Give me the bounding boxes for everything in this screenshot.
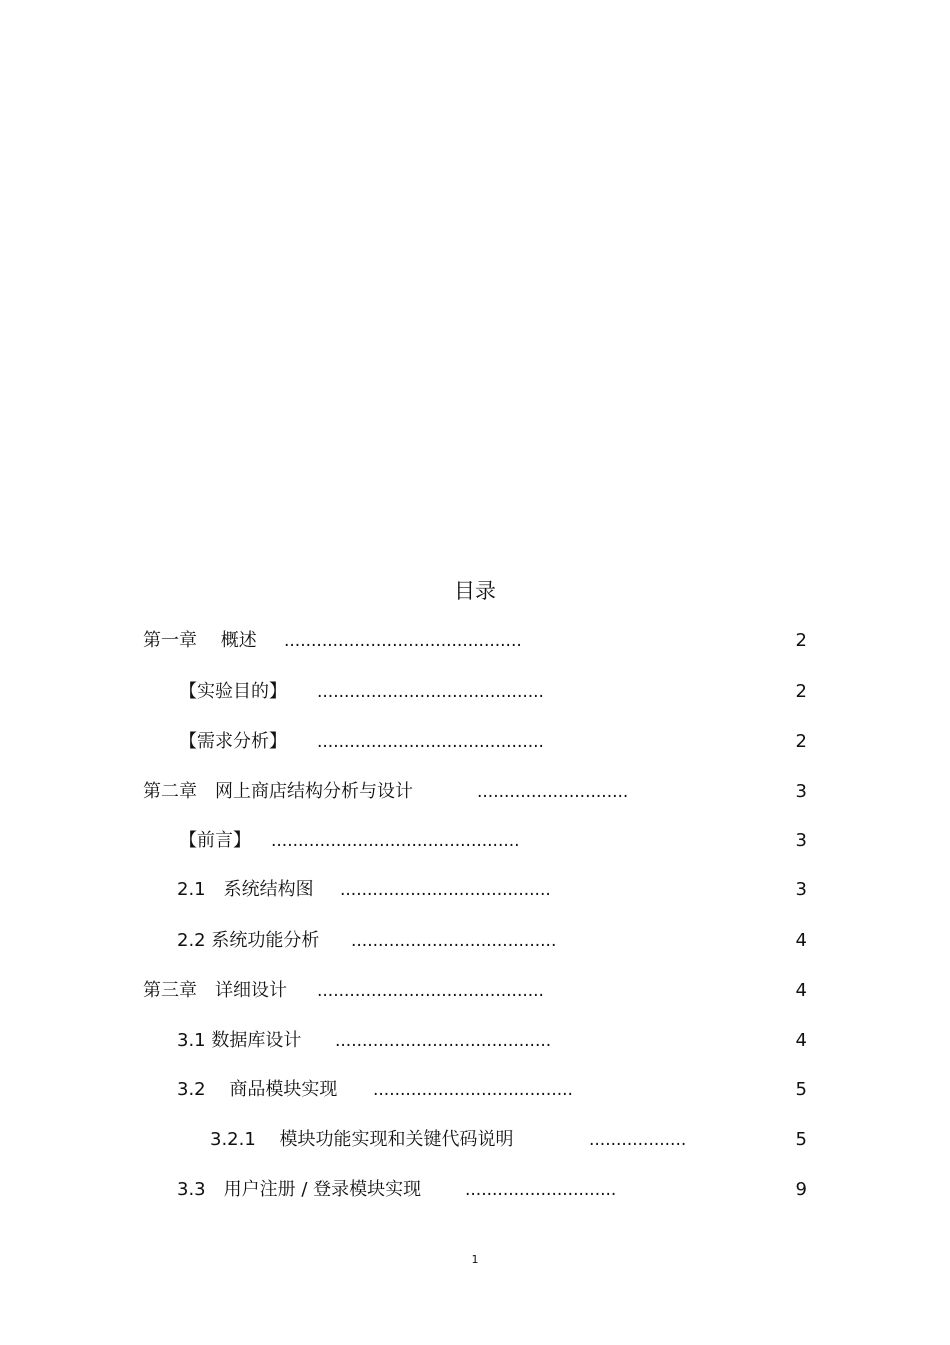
toc-leader-dots: ........................................	[335, 1031, 552, 1051]
toc-entry[interactable]	[0, 677, 950, 707]
toc-entry-label: 第二章 网上商店结构分析与设计	[143, 781, 413, 802]
toc-entry[interactable]	[0, 875, 950, 905]
toc-entry-page: 3	[795, 781, 807, 802]
toc-entry-label: 【实验目的】	[179, 681, 287, 702]
toc-entry-label: 第一章 概述	[143, 630, 257, 651]
toc-entry[interactable]	[0, 826, 950, 856]
toc-entry[interactable]	[0, 1075, 950, 1105]
toc-entry-page: 5	[795, 1129, 807, 1150]
toc-leader-dots: ............................	[477, 782, 629, 802]
toc-entry-label: 3.2 商品模块实现	[177, 1079, 338, 1100]
toc-entry-page: 4	[795, 930, 807, 951]
toc-entry-page: 3	[795, 879, 807, 900]
toc-entry-label: 2.2 系统功能分析	[177, 930, 320, 951]
toc-entry-page: 2	[795, 731, 807, 752]
toc-leader-dots: .....................................	[373, 1080, 573, 1100]
toc-leader-dots: ..................	[589, 1130, 687, 1150]
toc-entry[interactable]	[0, 777, 950, 807]
toc-entry-label: 第三章 详细设计	[143, 980, 287, 1001]
toc-entry-page: 2	[795, 630, 807, 651]
toc-leader-dots: ............................................	[284, 631, 522, 651]
toc-entry-page: 4	[795, 980, 807, 1001]
toc-entry-label: 3.1 数据库设计	[177, 1030, 302, 1051]
toc-entry-page: 5	[795, 1079, 807, 1100]
toc-entry[interactable]	[0, 727, 950, 757]
toc-entry-label: 3.2.1 模块功能实现和关键代码说明	[210, 1129, 514, 1150]
toc-entry-label: 【需求分析】	[179, 731, 287, 752]
toc-title: 目录	[454, 579, 496, 603]
page-number: 1	[471, 1253, 479, 1266]
toc-leader-dots: ..........................................	[317, 682, 544, 702]
toc-entry-label: 【前言】	[179, 830, 251, 851]
toc-entry-page: 9	[795, 1179, 807, 1200]
toc-leader-dots: ......................................	[351, 931, 557, 951]
toc-entry-page: 3	[795, 830, 807, 851]
toc-leader-dots: ..............................................	[271, 831, 520, 851]
toc-entry[interactable]	[0, 1175, 950, 1205]
toc-entry-page: 4	[795, 1030, 807, 1051]
toc-entry[interactable]	[0, 976, 950, 1006]
toc-entry-label: 3.3 用户注册 / 登录模块实现	[177, 1179, 422, 1200]
toc-leader-dots: ............................	[465, 1180, 617, 1200]
toc-leader-dots: ..........................................	[317, 732, 544, 752]
toc-entry[interactable]	[0, 1026, 950, 1056]
toc-entry[interactable]	[0, 626, 950, 656]
toc-leader-dots: .......................................	[340, 880, 551, 900]
toc-entry[interactable]	[0, 926, 950, 956]
toc-entry-label: 2.1 系统结构图	[177, 879, 314, 900]
toc-leader-dots: ..........................................	[317, 981, 544, 1001]
toc-entry-page: 2	[795, 681, 807, 702]
toc-entry[interactable]	[0, 1125, 950, 1155]
